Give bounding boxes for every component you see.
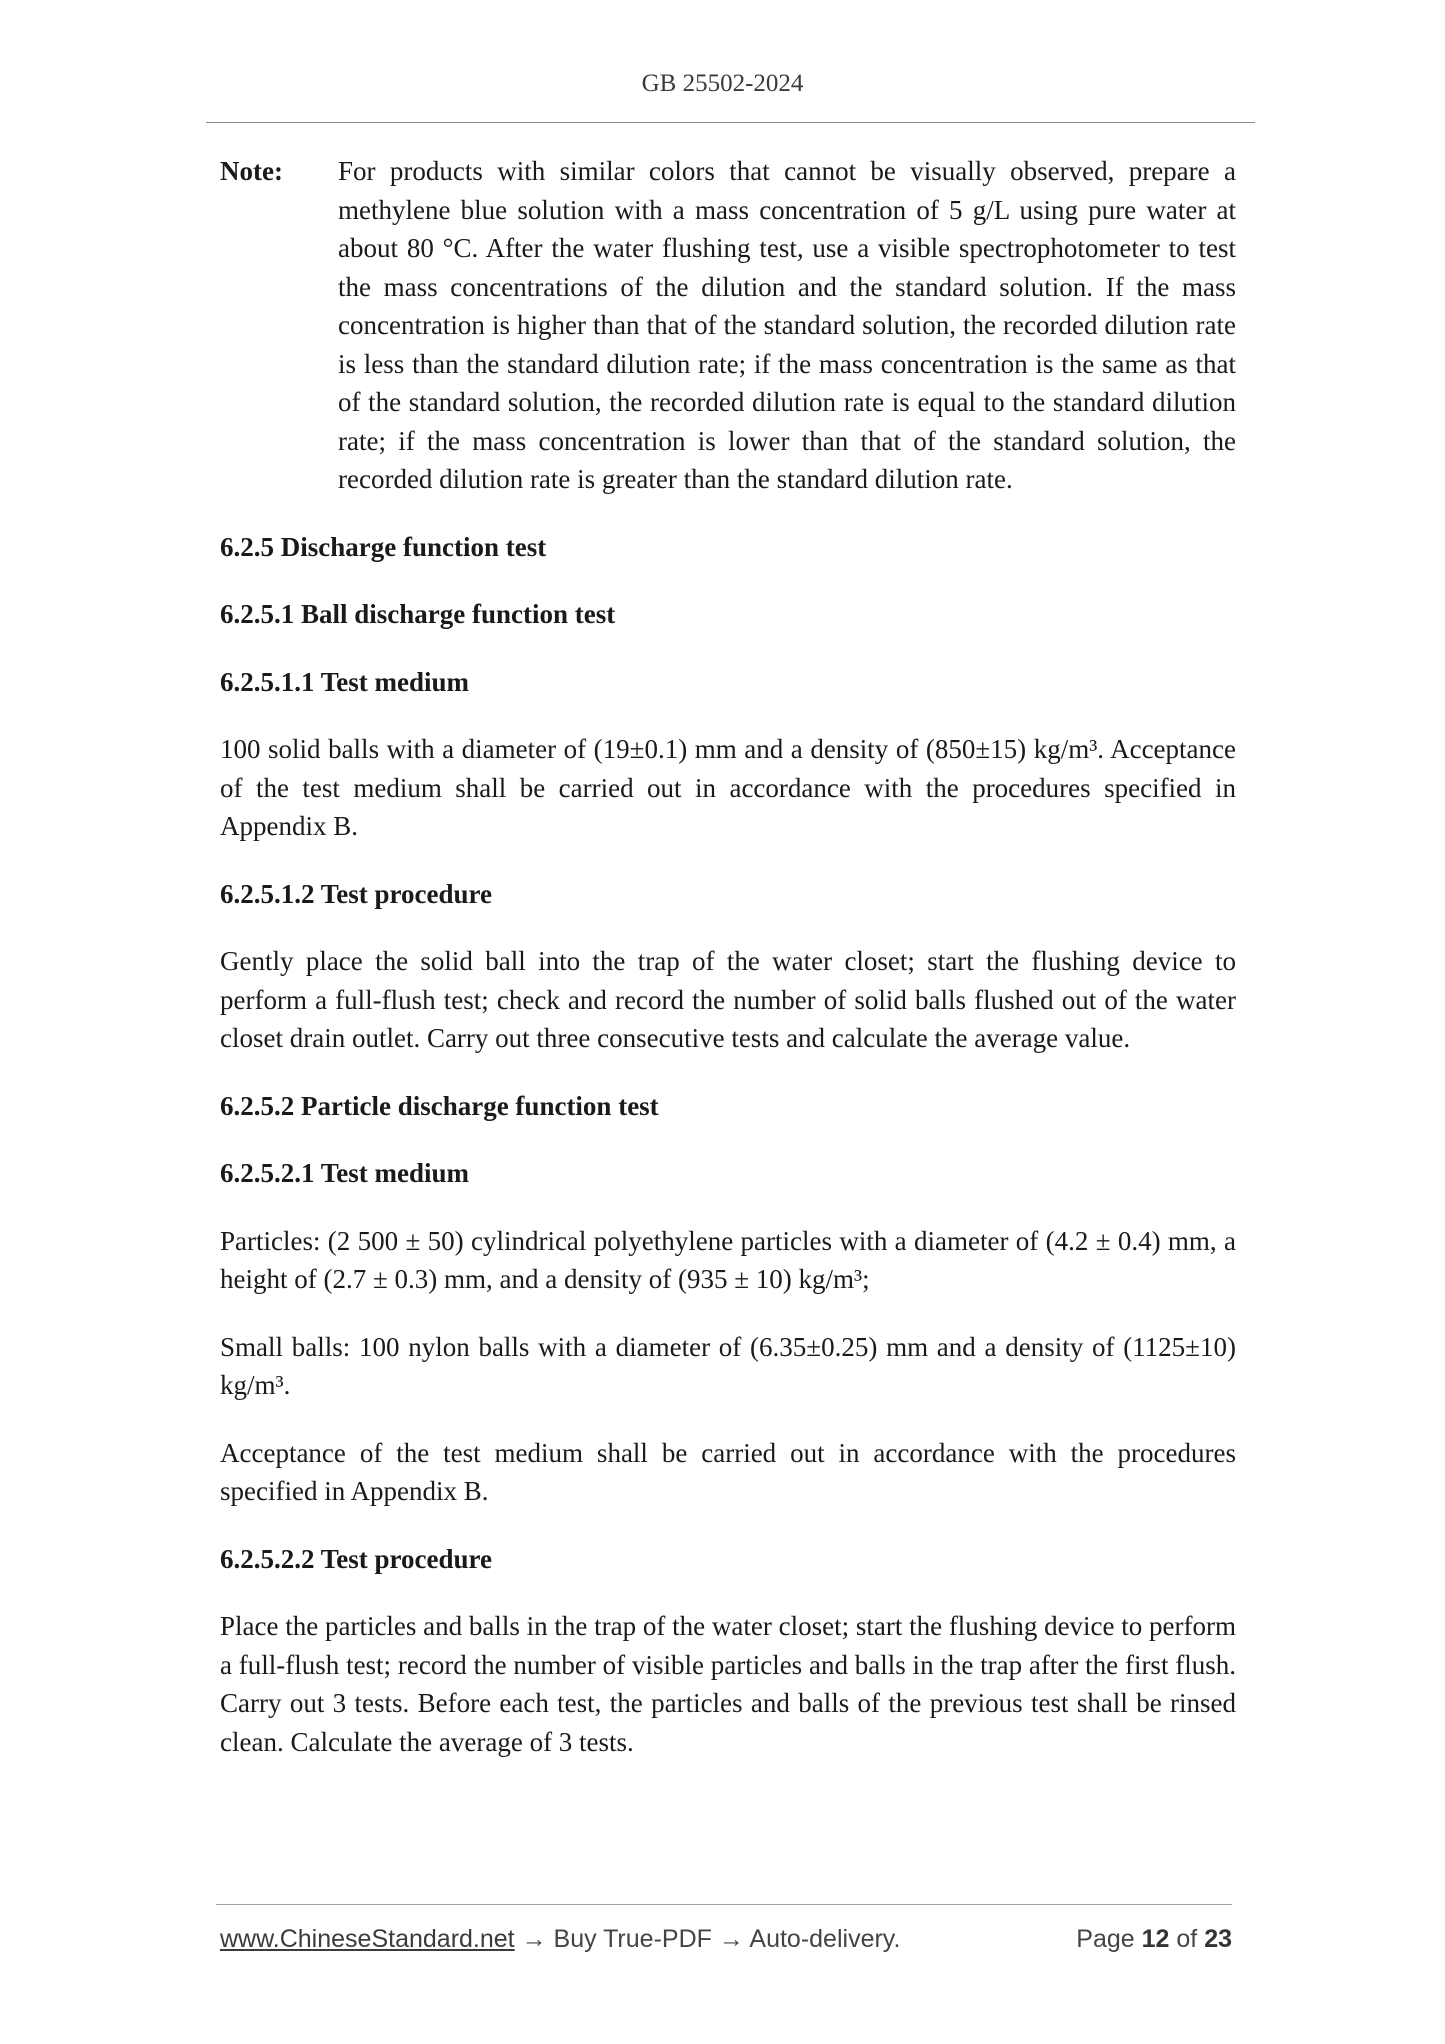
page-indicator <box>1076 1925 1232 1954</box>
paragraph-test-medium-balls: 100 solid balls with a diameter of (19±0.1) mm and a density of (850±15) kg/m³. Acceptance of the test medium shall be carried out in accordance with the procedures specified in Appendix B. <box>220 734 1236 841</box>
website-link[interactable]: www.ChineseStandard.net <box>220 1925 515 1953</box>
paragraph-small-balls: Small balls: 100 nylon balls with a diameter of (6.35±0.25) mm and a density of (1125±10) kg/m³. <box>220 1331 1236 1400</box>
header-divider <box>206 122 1255 123</box>
document-header: GB 25502-2024 <box>641 70 804 97</box>
paragraph-acceptance: Acceptance of the test medium shall be carried out in accordance with the procedures specified in Appendix B. <box>220 1437 1236 1506</box>
current-page-number: 12 <box>1141 1925 1170 1953</box>
note-text: For products with similar colors that cannot be visually observed, prepare a methylene blue solution with a mass concentration of 5 g/L using pure water at about 80 °C. After the water flushing test, use a visible spectrophotometer to test the mass concentrations of the dilution and the standard solution. If the mass concentration is higher than that of the standard solution, the recorded dilution rate is less than the standard dilution rate; if the mass concentration is the same as that of the standard solution, the recorded dilution rate is equal to the standard dilution rate; if the mass concentration is lower than that of the standard solution, the recorded dilution rate is greater than the standard dilution rate. <box>338 156 1236 494</box>
page-content <box>220 152 1236 1761</box>
total-pages-number: 23 <box>1204 1925 1232 1953</box>
paragraph-particles: Particles: (2 500 ± 50) cylindrical polyethylene particles with a diameter of (4.2 ± 0.4) mm, a height of (2.7 ± 0.3) mm, and a density of (935 ± 10) kg/m³; <box>220 1225 1236 1294</box>
page-label: Page <box>1076 1925 1135 1953</box>
section-heading-6-2-5: 6.2.5 Discharge function test <box>220 531 547 562</box>
page-footer <box>220 1925 1232 1961</box>
note-label: Note: <box>220 156 283 186</box>
section-heading-6-2-5-2-1: 6.2.5.2.1 Test medium <box>220 1158 470 1188</box>
note-block <box>220 152 1236 499</box>
footer-divider <box>216 1904 1232 1905</box>
section-heading-6-2-5-1-2: 6.2.5.1.2 Test procedure <box>220 878 493 909</box>
section-heading-6-2-5-1: 6.2.5.1 Ball discharge function test <box>220 599 616 629</box>
section-heading-6-2-5-2: 6.2.5.2 Particle discharge function test <box>220 1090 659 1121</box>
footer-tagline: → Buy True-PDF → Auto-delivery. <box>514 1925 901 1953</box>
section-heading-6-2-5-1-1: 6.2.5.1.1 Test medium <box>220 666 470 697</box>
paragraph-ball-test-procedure: Gently place the solid ball into the trap of the water closet; start the flushing device to perform a full-flush test; check and record the number of solid balls flushed out of the water closet drain outlet. Carry out three consecutive tests and calculate the average value. <box>220 946 1236 1053</box>
footer-promo <box>220 1925 900 1954</box>
section-heading-6-2-5-2-2: 6.2.5.2.2 Test procedure <box>220 1543 493 1574</box>
of-label: of <box>1176 1925 1198 1953</box>
paragraph-particle-test-procedure: Place the particles and balls in the trap of the water closet; start the flushing device to perform a full-flush test; record the number of visible particles and balls in the trap after the first flush. Carry out 3 tests. Before each test, the particles and balls of the previous test shall be rinsed clean. Calculate the average of 3 tests. <box>220 1611 1236 1757</box>
